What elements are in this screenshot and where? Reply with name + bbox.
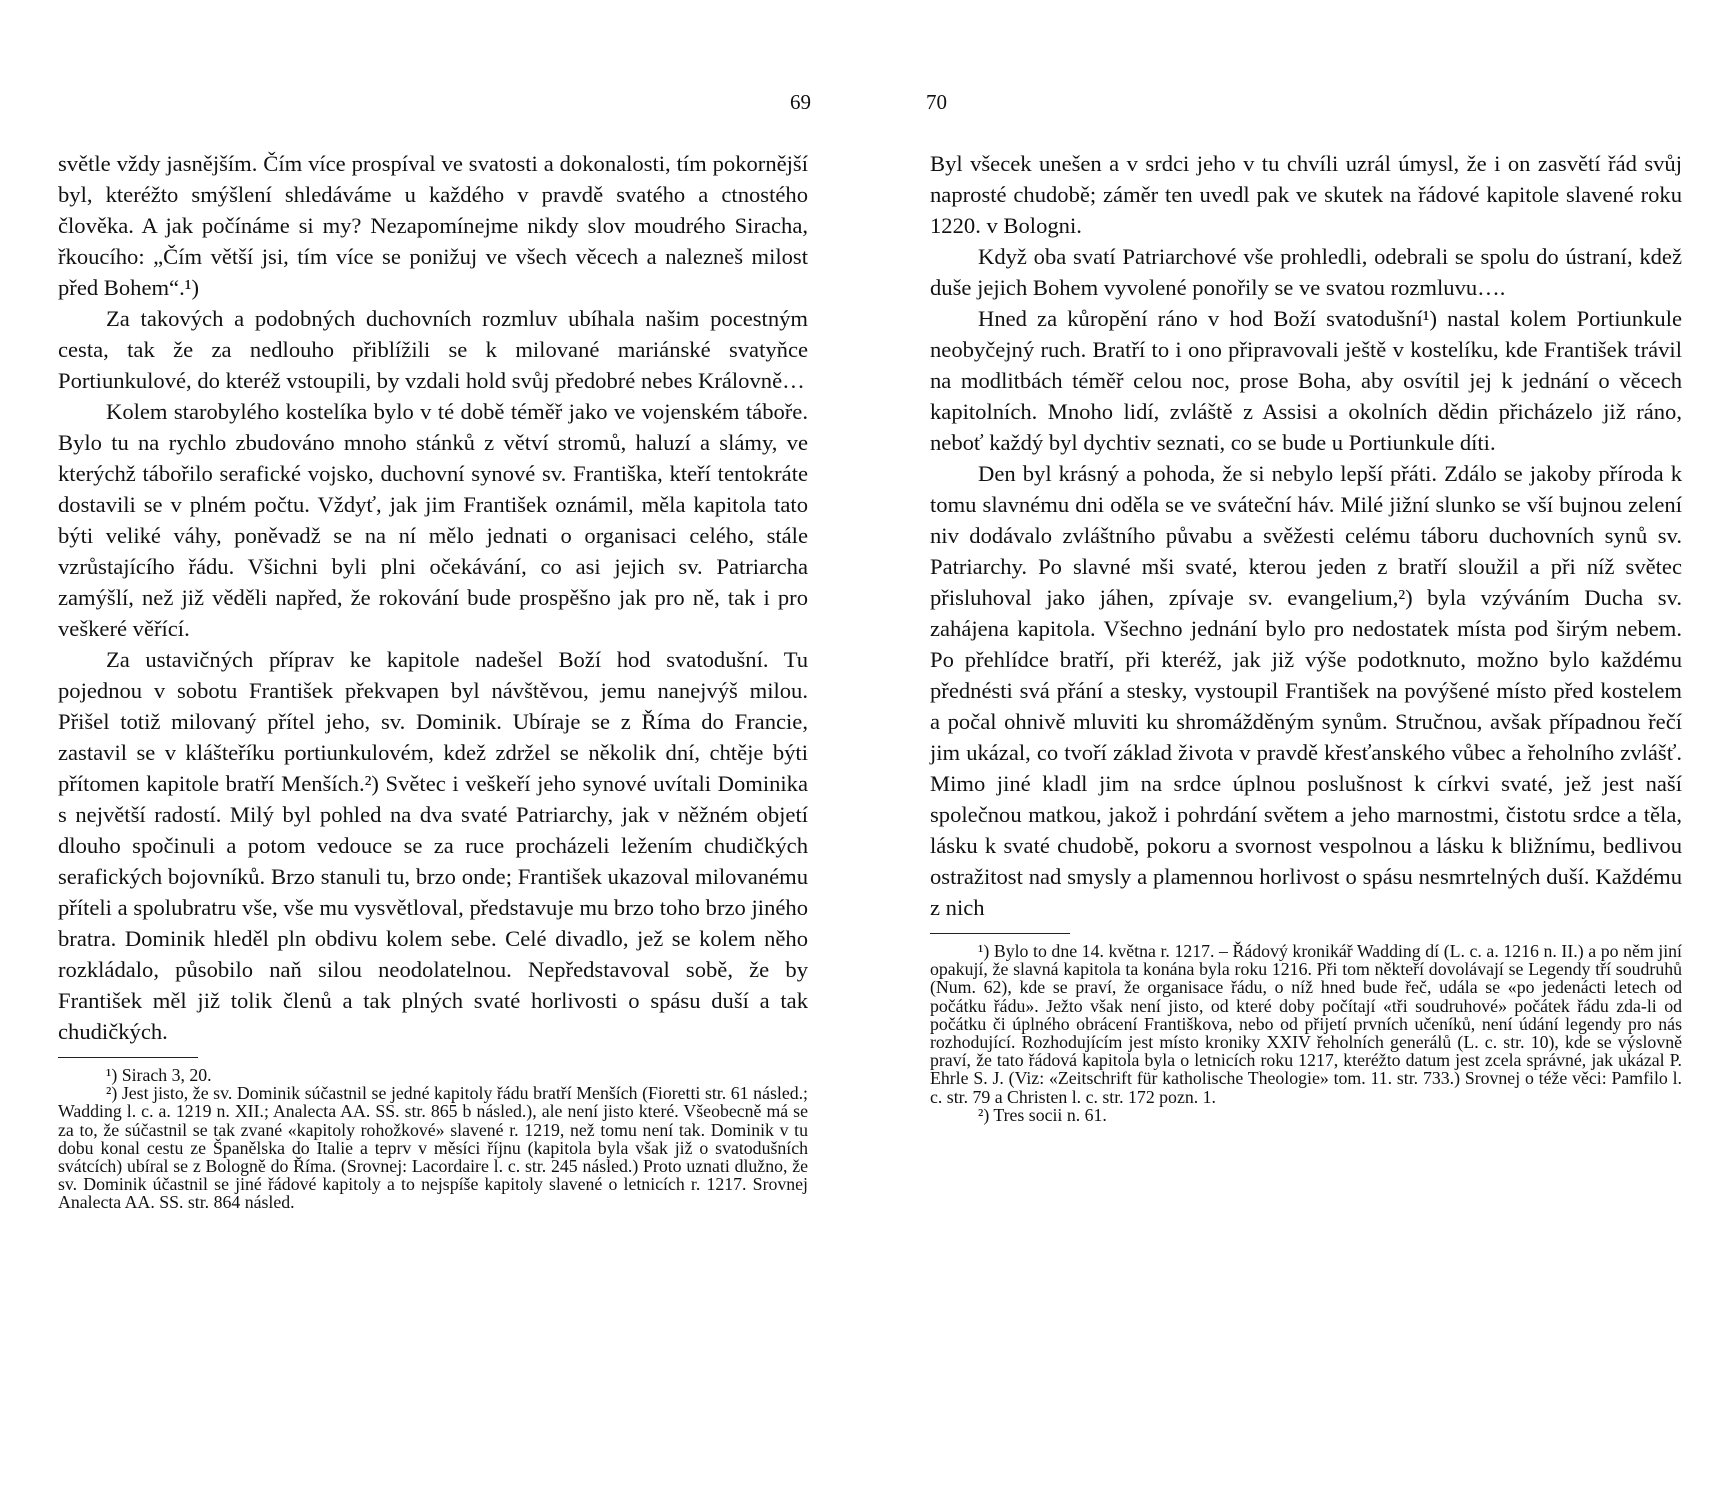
paragraph: Byl všecek unešen a v srdci jeho v tu chvíli uzrál úmysl, že i on zasvětí řád svůj naprosté chudobě; záměr ten uvedl pak ve skutek na řádové kapitole slavené roku 1220. v Bologni. <box>930 151 1682 238</box>
paragraph: Když oba svatí Patriarchové vše prohledli, odebrali se spolu do ústraní, kdež duše jejich Bohem vyvolené ponořily se ve svatou rozmluvu…. <box>930 244 1682 300</box>
page-number-right: 70 <box>926 90 947 114</box>
paragraph: Za ustavičných příprav ke kapitole nadešel Boží hod svatodušní. Tu pojednou v sobotu František překvapen byl návštěvou, jemu nanejvýš milou. Přišel totiž milovaný přítel jeho, sv. Dominik. Ubíraje se z Říma do Francie, zastavil se v klášteříku portiunkulovém, kdež zdržel se několik dní, chtěje býti přítomen kapitole bratří Menších.²) Světec i veškeří jeho synové uvítali Dominika s největší radostí. Milý byl pohled na dva svaté Patriarchy, jak v něžném objetí dlouho spočinuli a potom vedouce se za ruce procházeli ležením chudičkých serafických bojovníků. Brzo stanuli tu, brzo onde; František ukazoval milovanému příteli a spolubratru vše, vše mu vysvětloval, představuje mu brzo toho brzo jiného bratra. Dominik hleděl pln obdivu kolem sebe. Celé divadlo, jež se kolem něho rozkládalo, působilo naň silou neodolatelnou. Nepředstavoval sobě, že by František měl již tolik členů a tak plných svaté horlivosti o spásu duší a tak chudičkých. <box>58 647 808 1044</box>
footnote-divider <box>58 1057 198 1058</box>
footnote: ¹) Bylo to dne 14. května r. 1217. – Řádový kronikář Wadding dí (L. c. a. 1216 n. II.) a po něm jiní opakují, že slavná kapitola ta konána byla roku 1216. Při tom někteří dovolávají se Legendy tří soudruhů (Num. 62), kde se praví, že organisace řádu, o níž hned bude řeč, udála se «po jedenácti letech od počátku řádu». Ježto však není jisto, od které doby počítají «tři soudruhové» počátek řádu zda-li od počátku či úplného obrácení Františkova, nebo od přijetí prvních učeníků, není údání legendy pro nás rozhodující. Rozhodujícím jest místo kroniky XXIV řeholních generálů (L. c. str. 10), kde se výslovně praví, že tato řádová kapitola byla o letnicích roku 1217, kteréžto datum jest zcela správné, jak ukázal P. Ehrle S. J. (Viz: «Zeitschrift für katholische Theologie» tom. 11. str. 733.) Srovnej o téže věci: Pamfilo l. c. str. 79 a Christen l. c. str. 172 pozn. 1. <box>930 941 1682 1107</box>
paragraph: Kolem starobylého kostelíka bylo v té době téměř jako ve vojenském táboře. Bylo tu na rychlo zbudováno mnoho stánků z větví stromů, haluzí a slámy, ve kterýchž tábořilo serafické vojsko, duchovní synové sv. Františka, kteří tentokráte dostavili se v plném počtu. Vždyť, jak jim František oznámil, měla kapitola tato býti veliké váhy, poněvadž se na ní mělo jednati o organisaci celého, stále vzrůstajícího řádu. Všichni byli plni očekávání, co asi jejich sv. Patriarcha zamýšlí, než již věděli napřed, že rokování bude prospěšno jak pro ně, tak i pro veškeré věřící. <box>58 399 808 641</box>
paragraph: světle vždy jasnějším. Čím více prospíval ve svatosti a dokonalosti, tím pokornější byl, kteréžto smýšlení shledáváme u každého v pravdě svatého a ctnostého člověka. A jak počínáme si my? Nezapomínejme nikdy slov moudrého Siracha, řkoucího: „Čím větší jsi, tím více se ponižuj ve všech věcech a nalezneš milost před Bohem“.¹) <box>58 151 808 300</box>
footnote-divider <box>930 933 1070 934</box>
footnote: ²) Tres socii n. 61. <box>978 1104 1107 1125</box>
page-number-left: 69 <box>790 90 811 114</box>
left-page-column <box>58 148 808 1212</box>
paragraph: Den byl krásný a pohoda, že si nebylo lepší přáti. Zdálo se jakoby příroda k tomu slavnému dni oděla se ve sváteční háv. Milé jižní slunko se vší bujnou zelení niv dodávalo zvláštního půvabu a svěžesti celému táboru duchovních synů sv. Patriarchy. Po slavné mši svaté, kterou jeden z bratří sloužil a při níž světec přisluhoval jako jáhen, zpívaje sv. evangelium,²) byla vzýváním Ducha sv. zahájena kapitola. Všechno jednání bylo pro nedostatek místa pod širým nebem. Po přehlídce bratří, při kteréž, jak již výše podotknuto, možno bylo každému přednésti svá přání a stesky, vystoupil František na povýšené místo před kostelem a počal ohnivě mluviti ku shromážděným synům. Stručnou, avšak případnou řečí jim ukázal, co tvoří základ života v pravdě křesťanského vůbec a řeholního zvlášť. Mimo jiné kladl jim na srdce úplnou poslušnost k církvi svaté, jež jest naší společnou matkou, jakož i pohrdání světem a jeho marnostmi, čistotu srdce a těla, lásku k svaté chudobě, pokoru a svornost vespolnou a lásku k bližnímu, bedlivou ostražitost nad smysly a plamennou horlivost o spásu nesmrtelných duší. Každému z nich <box>930 461 1682 920</box>
paragraph: Za takových a podobných duchovních rozmluv ubíhala našim pocestným cesta, tak že za nedlouho přiblížili se k milované mariánské svatyňce Portiunkulové, do kteréž vstoupili, by vzdali hold svůj předobré nebes Královně… <box>58 306 808 393</box>
right-page-column <box>930 148 1682 1124</box>
footnote: ²) Jest jisto, že sv. Dominik súčastnil se jedné kapitoly řádu bratří Menších (Fioretti str. 61 násled.; Wadding l. c. a. 1219 n. XII.; Analecta AA. SS. str. 865 b násled.), ale není jisto které. Všeobecně má se za to, že súčastnil se tak zvané «kapitoly rohožkové» slavené r. 1219, než tomu není tak. Dominik v tu dobu konal cestu ze Španělska do Italie a teprv v měsíci říjnu (kapitola byla však již o svatodušních svátcích) ubíral se z Bologně do Říma. (Srovnej: Lacordaire l. c. str. 245 násled.) Proto uznati dlužno, že sv. Dominik účastnil se jiné řádové kapitoly a to nejspíše kapitoly slavené o letnicích r. 1217. Srovnej Analecta AA. SS. str. 864 násled. <box>58 1083 808 1213</box>
paragraph: Hned za kůropění ráno v hod Boží svatodušní¹) nastal kolem Portiunkule neobyčejný ruch. Bratří to i ono připravovali ještě v kostelíku, kde František trávil na modlitbách téměř celou noc, prose Boha, aby osvítil jej k jednání o věcech kapitolních. Mnoho lidí, zvláště z Assisi a okolních dědin přicházelo již ráno, neboť každý byl dychtiv seznati, co se bude u Portiunkule díti. <box>930 306 1682 455</box>
footnote: ¹) Sirach 3, 20. <box>106 1065 212 1085</box>
